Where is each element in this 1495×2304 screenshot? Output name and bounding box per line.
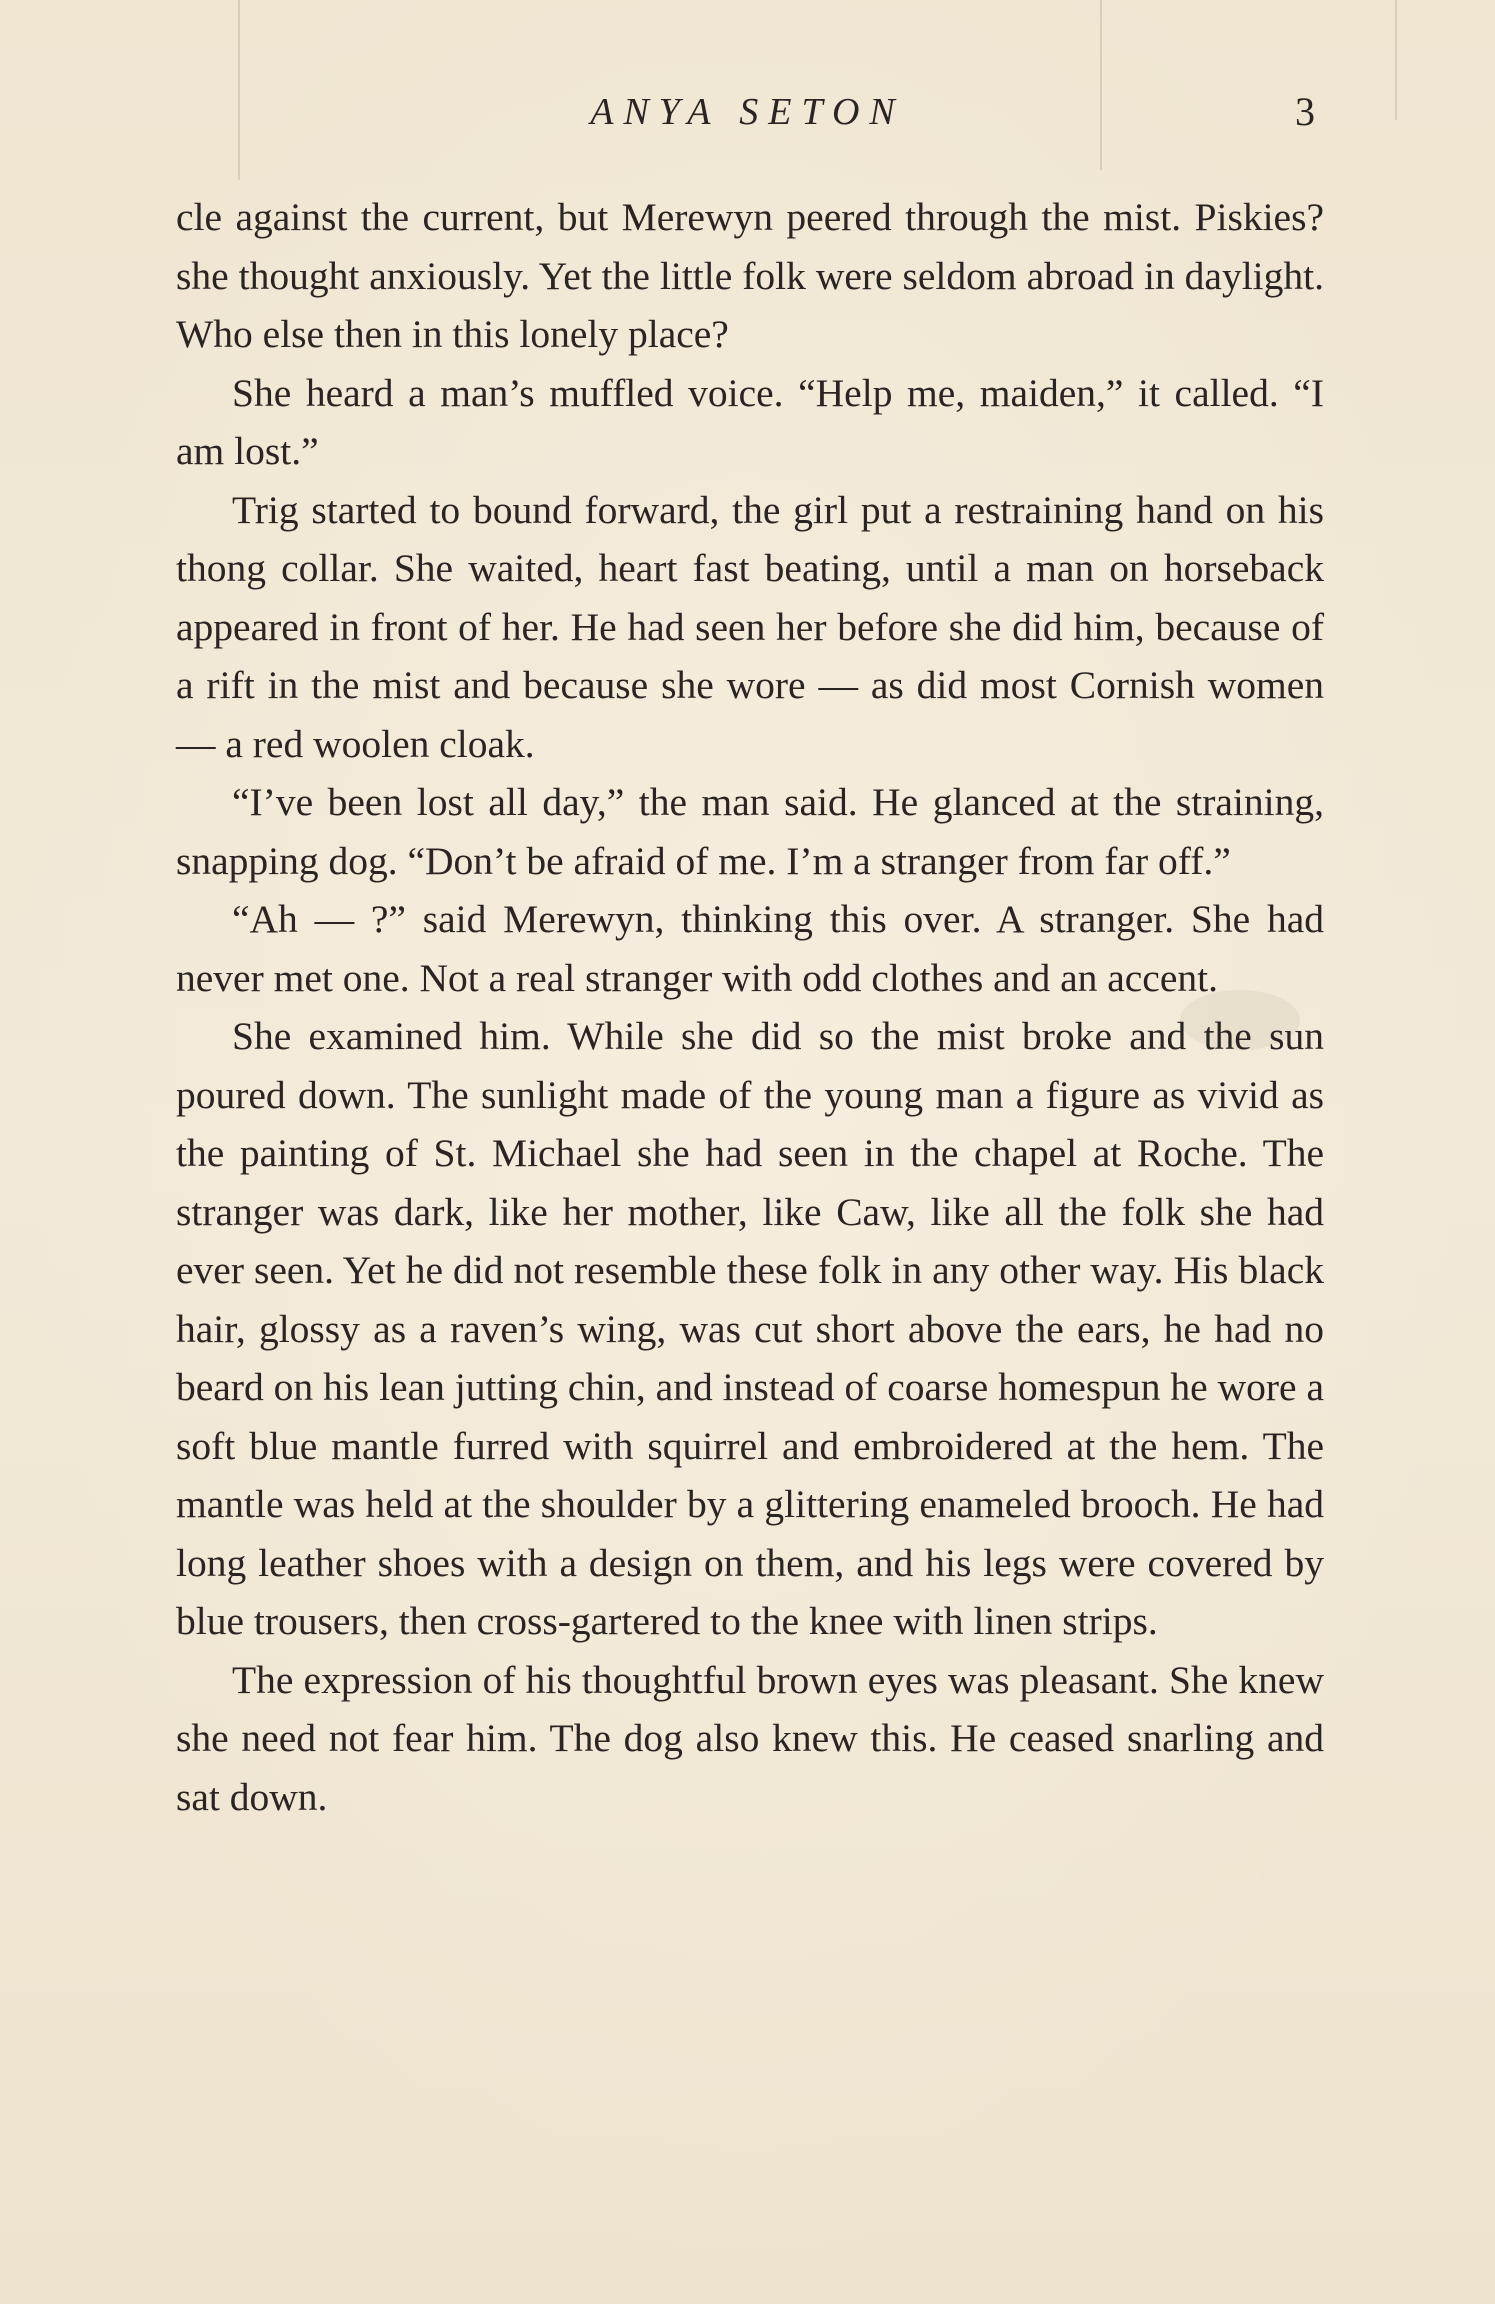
body-text bbox=[176, 188, 1324, 1826]
paragraph: “Ah — ?” said Merewyn, thinking this over. A stranger. She had never met one. Not a real stranger with odd clothes and an accent. bbox=[176, 897, 1324, 1000]
page-header bbox=[0, 82, 1495, 142]
paragraph: Trig started to bound forward, the girl put a restraining hand on his thong collar. She waited, heart fast beating, until a man on horseback appeared in front of her. He had seen her before she did him, because of a rift in the mist and because she wore — as did most Cornish women — a red woolen cloak. bbox=[176, 487, 1324, 766]
paragraph: cle against the current, but Merewyn peered through the mist. Piskies? she thought anxiously. Yet the little folk were seldom abroad in daylight. Who else then in this lonely place? bbox=[176, 195, 1324, 356]
page-number: 3 bbox=[1295, 89, 1315, 134]
paragraph: She heard a man’s muffled voice. “Help me, maiden,” it called. “I am lost.” bbox=[176, 370, 1324, 473]
paragraph: The expression of his thoughtful brown eyes was pleasant. She knew she need not fear him. The dog also knew this. He ceased snarling and sat down. bbox=[176, 1657, 1324, 1819]
running-head: ANYA SETON bbox=[590, 91, 905, 133]
paragraph: She examined him. While she did so the mist broke and the sun poured down. The sunlight made of the young man a figure as vivid as the painting of St. Michael she had seen in the chapel at Roche. The stranger was dark, like her mother, like Caw, like all the folk she had ever seen. Yet he did not resemble these folk in any other way. His black hair, glossy as a raven’s wing, was cut short above the ears, he had no beard on his lean jutting chin, and instead of coarse homespun he wore a soft blue mantle furred with squirrel and embroidered at the hem. The mantle was held at the shoulder by a glittering enameled brooch. He had long leather shoes with a design on them, and his legs were covered by blue trousers, then cross-gartered to the knee with linen strips. bbox=[176, 1014, 1324, 1643]
paragraph: “I’ve been lost all day,” the man said. He glanced at the straining, snapping dog. “Don’t be afraid of me. I’m a stranger from far off.” bbox=[176, 780, 1324, 883]
